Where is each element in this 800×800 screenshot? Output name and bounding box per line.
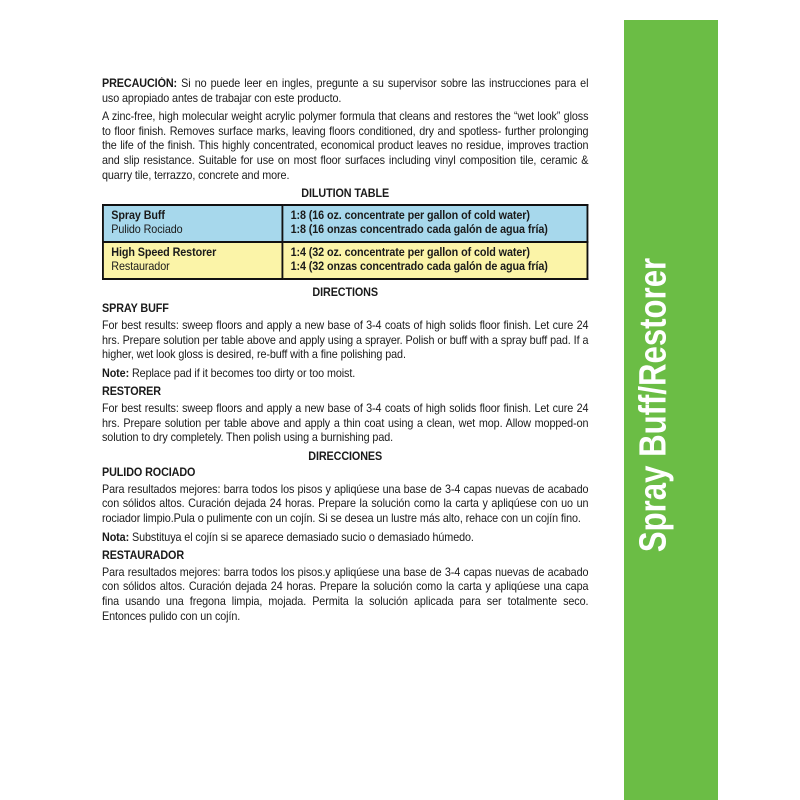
dilution-product-cell xyxy=(103,205,282,242)
spray-buff-note xyxy=(102,367,588,382)
product-name-spanish: Pulido Rociado xyxy=(111,222,183,236)
dilution-product-cell xyxy=(103,242,282,279)
dilution-ratio-cell xyxy=(282,205,587,242)
pulido-rociado-instructions: Para resultados mejores: barra todos los pisos y apliqúese una base de 3-4 capas nuevas de acabado con sólidos altos. Curación dejada 24 horas. Prepare la solución como la carta y apliqúese con uo un rociador limpio.Pula o pulimente con un cojín. Si se desea un lustre más alto, rehace con un cojín fino. xyxy=(102,482,589,526)
directions-heading: DIRECTIONS xyxy=(312,285,378,299)
dilution-ratio-spanish: 1:4 (32 onzas concentrado cada galón de agua fría) xyxy=(290,259,548,273)
green-side-banner xyxy=(616,20,718,800)
dilution-ratio: 1:4 (32 oz. concentrate per gallon of cold water) xyxy=(290,245,530,259)
spray-buff-heading: SPRAY BUFF xyxy=(102,302,169,316)
product-title-vertical xyxy=(633,226,676,585)
dilution-ratio: 1:8 (16 oz. concentrate per gallon of cold water) xyxy=(290,208,530,222)
label-text-column xyxy=(102,77,588,628)
dilution-table xyxy=(102,204,588,280)
restaurador-instructions: Para resultados mejores: barra todos los pisos.y apliqúese una base de 3-4 capas nuevas de acabado con sólidos altos. Curación dejada 24 horas. Prepare la solución como la carta y apliqúese una capa fina usando una fregona limpia, mojada. Permita la solución aplicada para ser totalmente seco. Entonces pulido con un cojín. xyxy=(102,565,589,623)
nota-label: Nota: xyxy=(102,530,130,544)
note-label: Note: xyxy=(102,366,130,380)
product-name: High Speed Restorer xyxy=(111,245,217,259)
product-title: Spray Buff/Restorer xyxy=(632,257,675,553)
dilution-table-heading: DILUTION TABLE xyxy=(301,187,390,201)
note-text: Replace pad if it becomes too dirty or too moist. xyxy=(129,366,356,380)
precaution-label: PRECAUCIÓN: xyxy=(102,77,178,90)
dilution-ratio-spanish: 1:8 (16 onzas concentrado cada galón de agua fría) xyxy=(290,222,548,236)
dilution-ratio-cell xyxy=(282,242,587,279)
pulido-rociado-note xyxy=(102,531,588,546)
precaution-text: Si no puede leer en ingles, pregunte a su supervisor sobre las instrucciones para el uso apropiado antes de trabajar con este producto. xyxy=(102,77,589,105)
precaution-paragraph xyxy=(102,77,588,106)
product-description: A zinc-free, high molecular weight acrylic polymer formula that cleans and restores the “wet look” gloss to floor finish. Removes surface marks, leaving floors conditioned, dry and spotless- further prolonging the life of the finish. This highly concentrated, economical product leaves no residue, improves traction and slip resistance. Suitable for use on most floor surfaces including vinyl composition tile, ceramic & quarry tile, terrazzo, concrete and more. xyxy=(102,110,589,182)
spray-buff-instructions: For best results: sweep floors and apply a new base of 3-4 coats of high solids floor finish. Let cure 24 hrs. Prepare solution per table above and apply using a sprayer. Polish or buff with a spray buff pad. If a higher, wet look gloss is desired, re-buff with a fine polishing pad. xyxy=(102,318,589,362)
restaurador-heading: RESTAURADOR xyxy=(102,549,185,563)
product-name-spanish: Restaurador xyxy=(111,259,170,273)
nota-text: Substituya el cojín si se aparece demasiado sucio o demasiado húmedo. xyxy=(129,530,474,544)
dilution-row-spray-buff xyxy=(103,205,588,242)
direcciones-heading: DIRECCIONES xyxy=(308,449,383,463)
dilution-row-restorer xyxy=(103,242,588,279)
restorer-heading: RESTORER xyxy=(102,385,161,399)
pulido-rociado-heading: PULIDO ROCIADO xyxy=(102,466,196,480)
restorer-instructions: For best results: sweep floors and apply a new base of 3-4 coats of high solids floor finish. Let cure 24 hrs. Prepare solution per table above and apply a thin coat using a clean, wet mop. Allow mopped-on solution to dry completely. Then polish using a burnishing pad. xyxy=(102,401,589,445)
product-name: Spray Buff xyxy=(111,208,165,222)
